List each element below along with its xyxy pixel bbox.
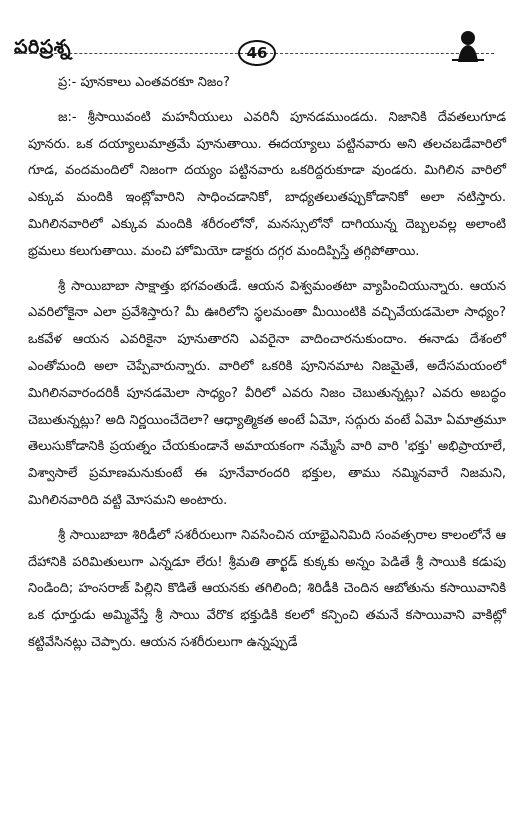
page-header (0, 0, 520, 66)
running-title: పరిప్రశ్న (14, 36, 72, 58)
answer-paragraph: జ:- శ్రీసాయివంటి మహనీయులు ఎవరినీ పూనడముండదు. నిజానికి దేవతలుగూడ పూనరు. ఒక దయ్యాలుమాత్రమే పూనుతాయి. ఈదయ్యాలు పట్టినవారు అని తలచబడేవారిలో గూడ, వందమందిలో నిజంగా దయ్యం పట్టినవారు ఒకరిద్దరుకూడా వుండరు. మిగిలిన వారిలో ఎక్కువ మందికి ఇంట్లోవారిని సాధించడానికో, బాధ్యతలుతప్పుకోడానికో అలా నటిస్తారు. మిగిలినవారిలో ఎక్కువ మందికి శరీరంలోనో, మనస్సులోనో దాగియున్న దెబ్బలవల్ల అలాంటి భ్రమలు కలుగుతాయి. మంచి హోమియో డాక్టరు దగ్గర మందిప్పిస్తే తగ్గిపోతాయి. (28, 109, 506, 259)
sai-baba-emblem-icon (448, 24, 488, 68)
article-body (28, 70, 506, 657)
question-paragraph: ప్ర:- పూనకాలు ఎంతవరకూ నిజం? (58, 75, 230, 90)
body-paragraph: శ్రీ సాయిబాబా సాక్షాత్తు భగవంతుడే. ఆయన విశ్వమంతటా వ్యాపించియున్నారు. ఆయన ఎవరిలోకైనా ఎలా ప్రవేశిస్తారు? మీ ఊరిలోని స్థలమంతా మీయింటికి వచ్చివేయడమెలా సాధ్యం? ఒకవేళ ఆయన ఎవరికైనా పూనుతారని ఎవరైనా వాదించారనుకుందాం. ఈనాడు దేశంలో ఎంతోమంది అలా చెప్పేవారున్నారు. వారిలో ఒకరికి పూనినమాట నిజమైతే, అదేసమయంలో మిగిలినవారందరికీ పూనడమెలా సాధ్యం? వీరిలో ఎవరు నిజం చెబుతున్నట్లు? ఎవరు అబద్ధం చెబుతున్నట్లు? అది నిర్ణయించేదెలా? ఆధ్యాత్మికత అంటే ఏమో, సద్గురు వంటే ఏమో ఏమాత్రమూ తెలుసుకోడానికి ప్రయత్నం చేయకుండానే అమాయకంగా నమ్మేసే వారి వారి 'భక్తు' అభిప్రాయాలే, విశ్వాసాలే ప్రమాణమనుకుంటే ఈ పూనేవారందరి భక్తుల, తాము నమ్మినవారే నిజమని, మిగిలినవారిది వట్టి మోసమని అంటారు. (28, 278, 506, 508)
page-number: 46 (238, 40, 276, 66)
body-paragraph: శ్రీ సాయిబాబా శిరిడీలో సశరీరులుగా నివసించిన యాభైఎనిమిది సంవత్సరాల కాలంలోనే ఆ దేహానికి పరిమితులుగా ఎన్నడూ లేరు! శ్రీమతి తార్ఖడ్ కుక్కకు అన్నం పెడితే శ్రీ సాయికి కడుపు నిండింది; హంసరాజ్ పిల్లిని కొడితే ఆయనకు తగిలింది; శిరిడీకి చెందిన ఆబోతును కసాయివానికి ఒక ధూర్తుడు అమ్మివేస్తే శ్రీ సాయి వేరొక భక్తుడికి కలలో కన్పించి తమనే కసాయివాని వాకిట్లో కట్టివేసినట్లు చెప్పారు. ఆయన సశరీరులుగా ఉన్నప్పుడే (28, 527, 506, 650)
